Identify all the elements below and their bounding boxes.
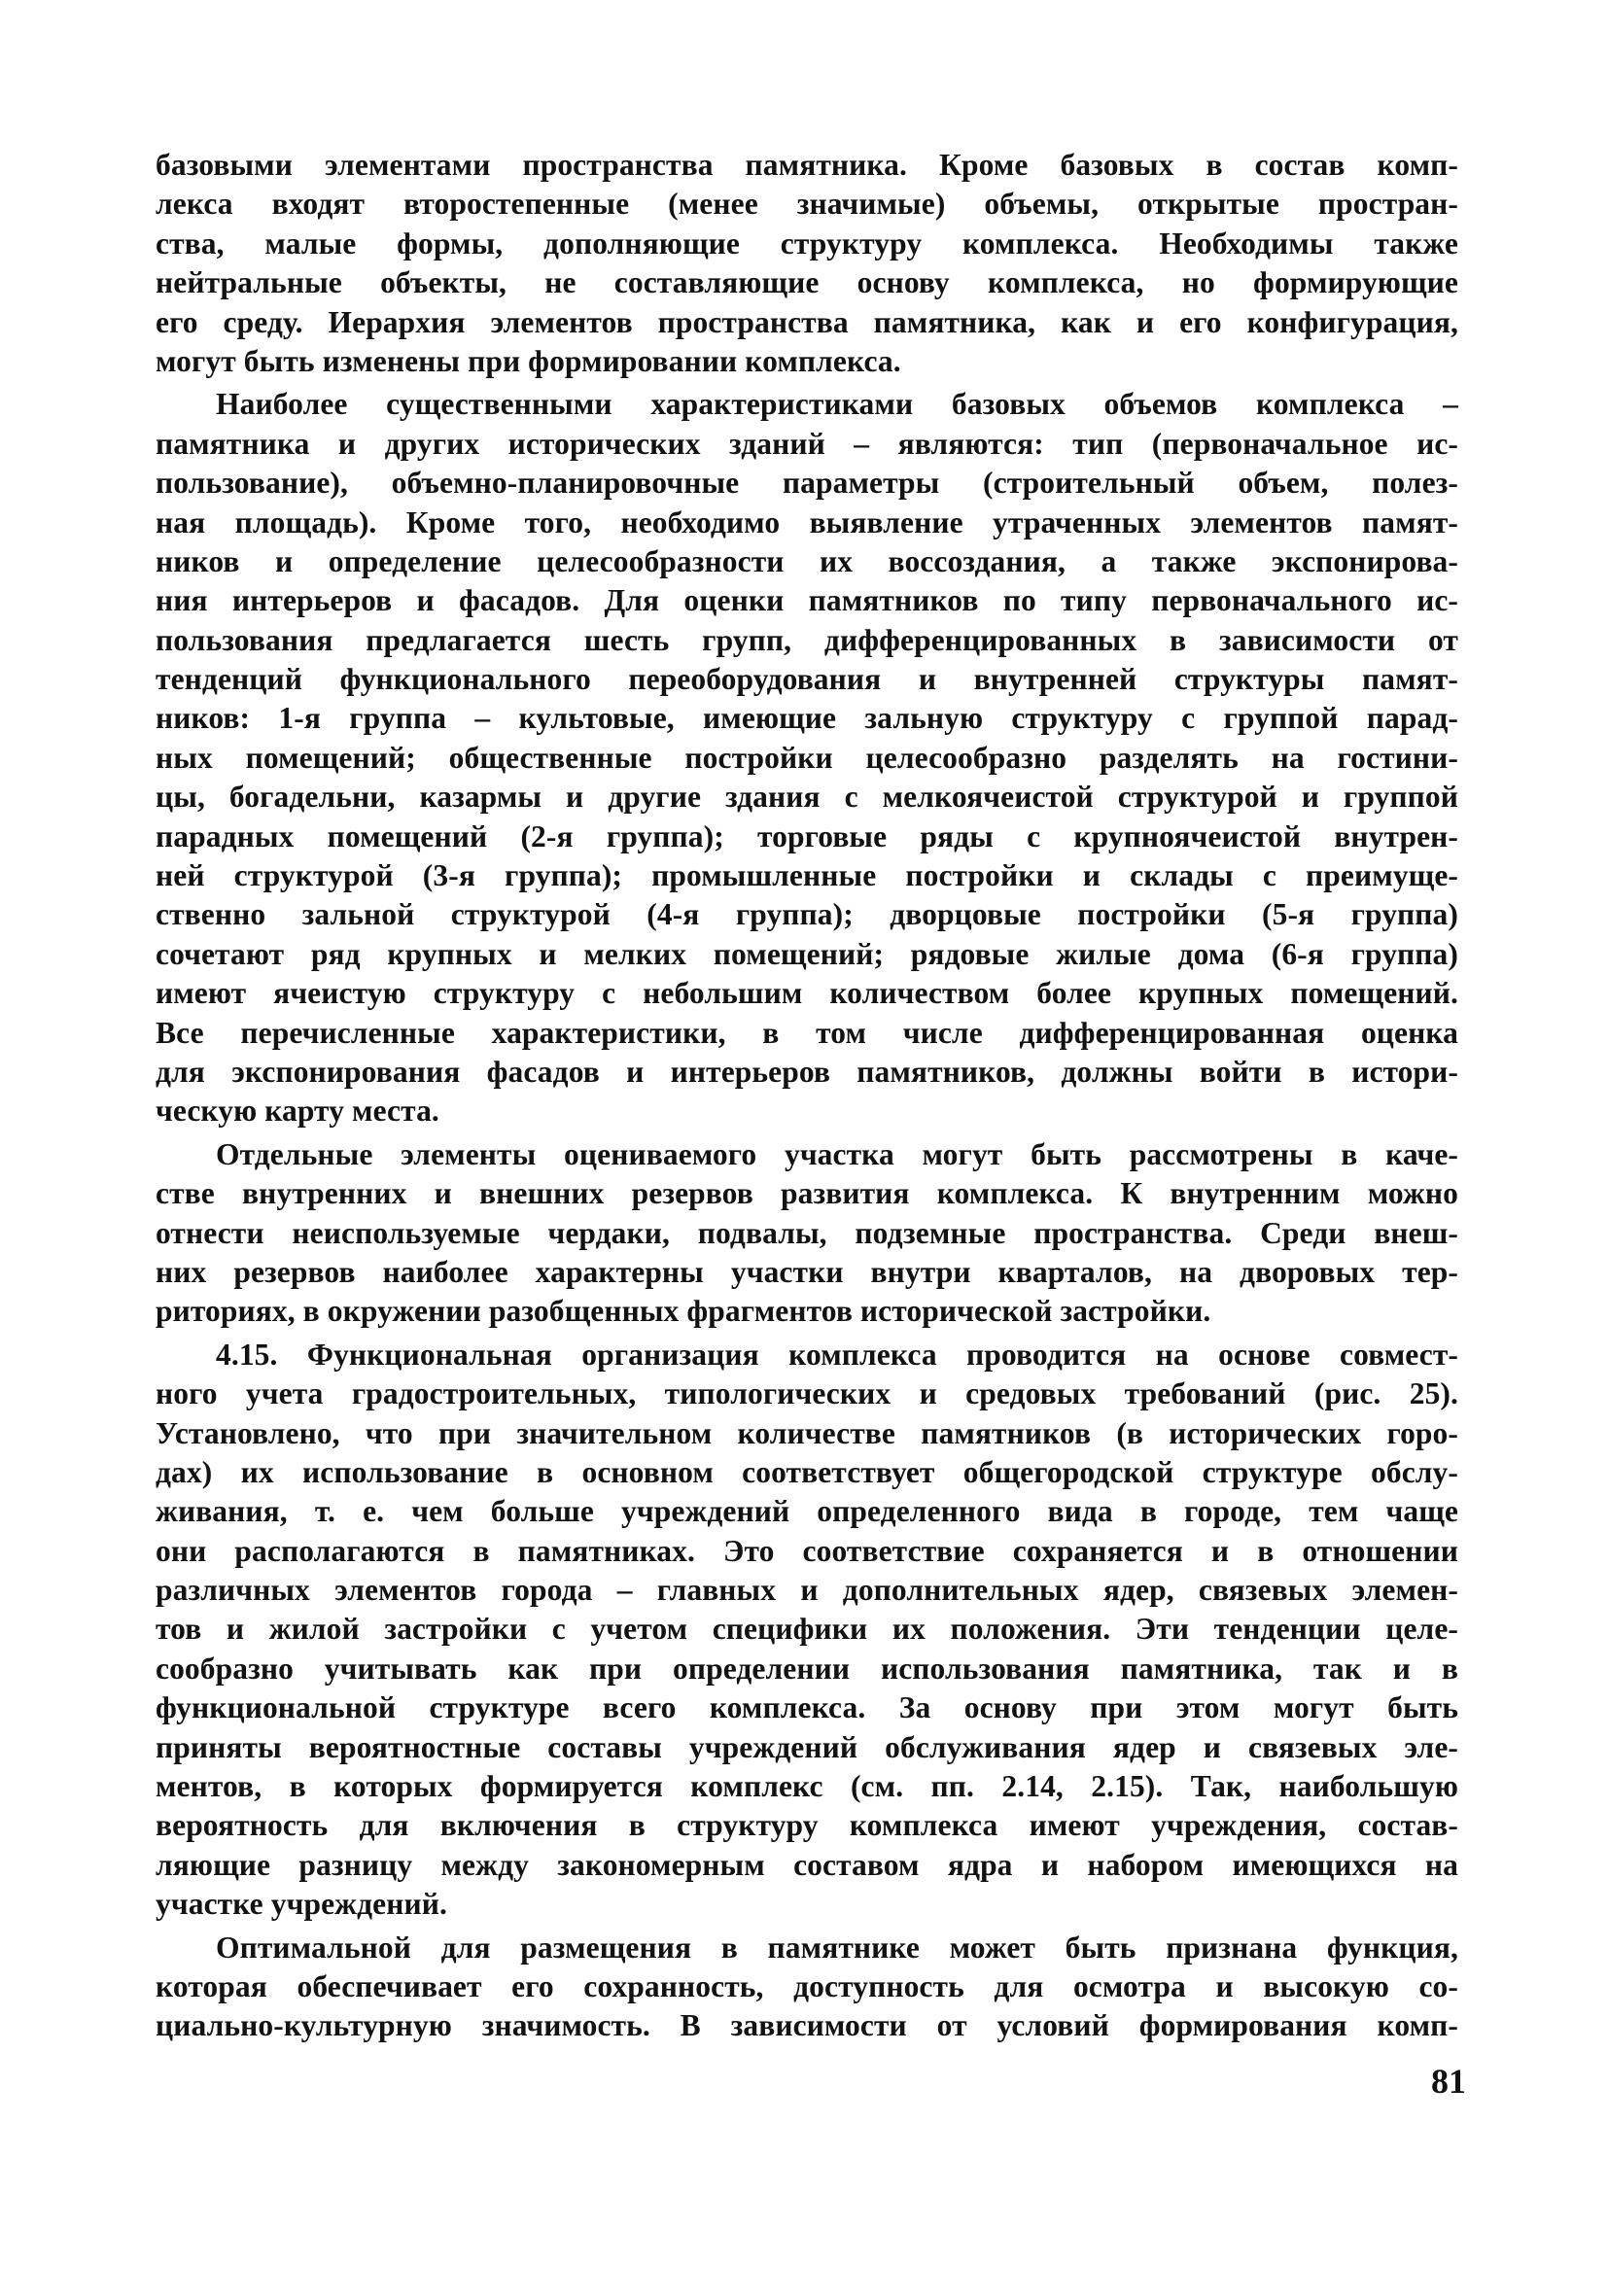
paragraph [156, 1929, 1458, 2046]
text-line: отнести неиспользуемые чердаки, подвалы, подземные пространства. Среди внеш- [156, 1215, 1458, 1250]
text-line: ния интерьеров и фасадов. Для оценки памятников по типу первоначального ис- [156, 583, 1458, 618]
text-line: могут быть изменены при формировании комплекса. [156, 343, 901, 378]
text-line: участке учреждений. [156, 1887, 447, 1922]
section-number: 4.15. [216, 1337, 307, 1372]
text-line: лекса входят второстепенные (менее значимые) объемы, открытые простран- [156, 187, 1458, 222]
text-line: риториях, в окружении разобщенных фрагментов исторической застройки. [156, 1294, 1211, 1329]
text-line: них резервов наиболее характерны участки внутри кварталов, на дворовых тер- [156, 1254, 1458, 1289]
text-line: которая обеспечивает его сохранность, доступность для осмотра и высокую со- [156, 1968, 1458, 2003]
text-line: Установлено, что при значительном количестве памятников (в исторических горо- [156, 1415, 1458, 1450]
text-line: ных помещений; общественные постройки целесообразно разделять на гостини- [156, 740, 1458, 775]
text-line: сочетают ряд крупных и мелких помещений; рядовые жилые дома (6-я группа) [156, 936, 1458, 971]
text-line: Все перечисленные характеристики, в том числе дифференцированная оценка [156, 1015, 1458, 1050]
line-text: Функциональная организация комплекса проводится на основе совмест- [306, 1337, 1458, 1372]
text-line: пользования предлагается шесть групп, дифференцированных в зависимости от [156, 622, 1458, 657]
text-line: Оптимальной для размещения в памятнике может быть признана функция, [216, 1930, 1458, 1965]
text-line: различных элементов города – главных и дополнительных ядер, связевых элемен- [156, 1573, 1458, 1608]
text-line: Отдельные элементы оцениваемого участка могут быть рассмотрены в каче- [216, 1136, 1458, 1171]
text-line: пользование), объемно-планировочные параметры (строительный объем, полез- [156, 466, 1458, 501]
text-line: ного учета градостроительных, типологических и средовых требований (рис. 25). [156, 1376, 1458, 1411]
text-line: они располагаются в памятниках. Это соответствие сохраняется и в отношении [156, 1533, 1458, 1568]
text-line: для экспонирования фасадов и интерьеров памятников, должны войти в истори- [156, 1054, 1458, 1089]
text-line: Наиболее существенными характеристиками базовых объемов комплекса – [216, 387, 1458, 422]
text-line: ников и определение целесообразности их воссоздания, а также экспонирова- [156, 543, 1458, 578]
text-line: ная площадь). Кроме того, необходимо выявление утраченных элементов памят- [156, 504, 1458, 539]
text-line: ней структурой (3-я группа); промышленные постройки и склады с преимуще- [156, 858, 1458, 893]
text-line: цы, богадельни, казармы и другие здания с мелкоячеистой структурой и группой [156, 780, 1458, 815]
paragraph [156, 1135, 1458, 1332]
text-line: его среду. Иерархия элементов пространства памятника, как и его конфигурация, [156, 304, 1458, 339]
text-line: стве внутренних и внешних резервов развития комплекса. К внутренним можно [156, 1176, 1458, 1211]
text-line: ляющие разницу между закономерным составом ядра и набором имеющихся на [156, 1847, 1458, 1882]
text-line: ческую карту места. [156, 1094, 439, 1129]
text-line: ментов, в которых формируется комплекс (см. пп. 2.14, 2.15). Так, наибольшую [156, 1769, 1458, 1804]
page-number: 81 [1431, 2062, 1466, 2101]
text-line: живания, т. е. чем больше учреждений определенного вида в городе, тем чаще [156, 1494, 1458, 1529]
text-line: дах) их использование в основном соответствует общегородской структуре обслу- [156, 1454, 1458, 1489]
text-line: ства, малые формы, дополняющие структуру комплекса. Необходимы также [156, 226, 1458, 261]
text-line: приняты вероятностные составы учреждений обслуживания ядер и связевых эле- [156, 1729, 1458, 1764]
text-line: тенденций функционального переоборудования и внутренней структуры памят- [156, 662, 1458, 697]
text-line: базовыми элементами пространства памятника. Кроме базовых в состав комп- [156, 148, 1458, 182]
text-line: парадных помещений (2-я группа); торговые ряды с крупноячеистой внутрен- [156, 818, 1458, 853]
text-line: функциональной структуре всего комплекса. За основу при этом могут быть [156, 1690, 1458, 1725]
text-line: памятника и других исторических зданий – являются: тип (первоначальное ис- [156, 426, 1458, 461]
text-line: ственно зальной структурой (4-я группа); дворцовые постройки (5-я группа) [156, 897, 1458, 932]
text-line: ников: 1-я группа – культовые, имеющие зальную структуру с группой парад- [156, 701, 1458, 736]
text-line: имеют ячеистую структуру с небольшим количеством более крупных помещений. [156, 976, 1458, 1011]
text-line: циально-культурную значимость. В зависимости от условий формирования комп- [156, 2008, 1458, 2043]
text-line [156, 1336, 1458, 1374]
text-line: нейтральные объекты, не составляющие основу комплекса, но формирующие [156, 265, 1458, 300]
text-line: тов и жилой застройки с учетом специфики их положения. Эти тенденции целе- [156, 1612, 1458, 1647]
paragraph [156, 1336, 1458, 1925]
text-line: сообразно учитывать как при определении использования памятника, так и в [156, 1651, 1458, 1686]
page-body [156, 146, 1458, 2046]
paragraph [156, 385, 1458, 1131]
paragraph [156, 146, 1458, 381]
text-line: вероятность для включения в структуру комплекса имеют учреждения, состав- [156, 1808, 1458, 1843]
